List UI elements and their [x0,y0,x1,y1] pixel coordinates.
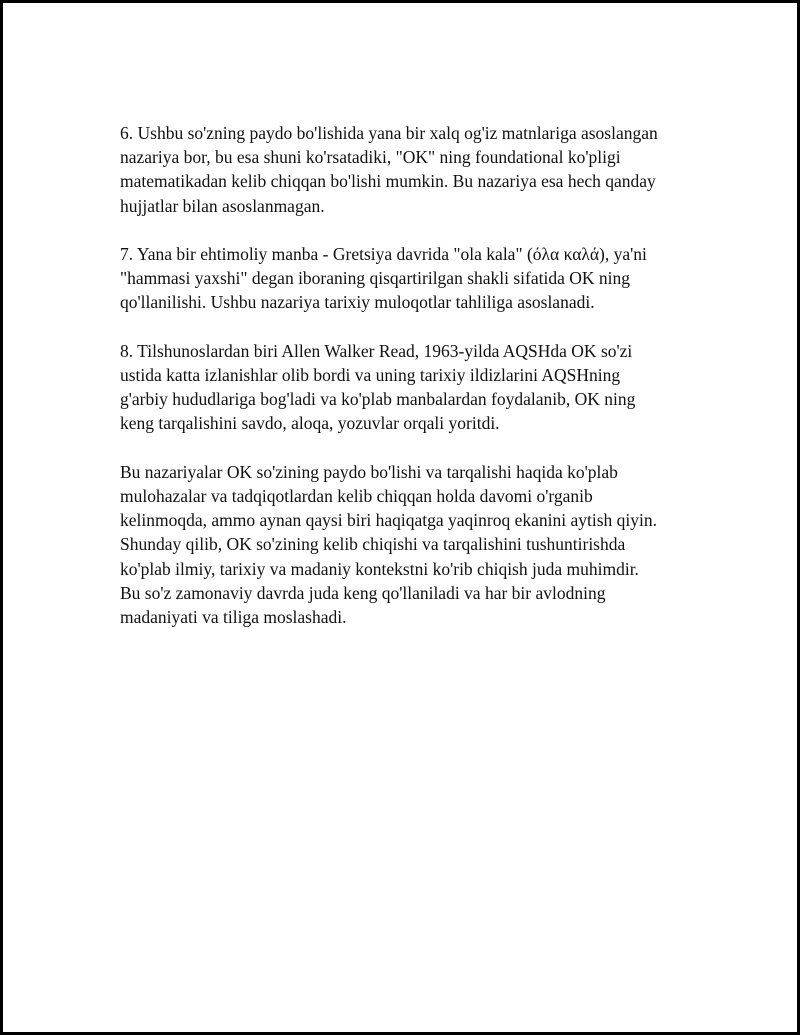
paragraph-8: 8. Tilshunoslardan biri Allen Walker Read, 1963-yilda AQSHda OK so'zi ustida katta izlanishlar olib bordi va uning tarixiy ildizlarini AQSHning g'arbiy hududlariga bog'ladi va ko'plab manbalardan foydalanib, OK ning keng tarqalishini savdo, aloqa, yozuvlar orqali yoritdi. [120,340,636,434]
conclusion-paragraph: Bu nazariyalar OK so'zining paydo bo'lishi va tarqalishi haqida ko'plab mulohazalar va tadqiqotlardan kelib chiqqan holda davomi o'rganib kelinmoqda, ammo aynan qaysi biri haqiqatga yaqinroq ekanini aytish qiyin. Shunday qilib, OK so'zining kelib chiqishi va tarqalishini tushuntirishda ko'plab ilmiy, tarixiy va madaniy kontekstni ko'rib chiqish juda muhimdir. Bu so'z zamonaviy davrda juda keng qo'llaniladi va har bir avlodning madaniyati va tiliga moslashadi. [120,461,658,628]
paragraph-7: 7. Yana bir ehtimoliy manba - Gretsiya davrida "ola kala" (όλα καλά), ya'ni "hammasi yaxshi" degan iboraning qisqartirilgan shakli sifatida OK ning qo'llanilishi. Ushbu nazariya tarixiy muloqotlar tahliliga asoslanadi. [120,244,647,313]
document-body [120,121,700,653]
paragraph-6: 6. Ushbu so'zning paydo bo'lishida yana bir xalq og'iz matnlariga asoslangan nazariya bor, bu esa shuni ko'rsatadiki, "OK" ning foundational ko'pligi matematikadan kelib chiqqan bo'lishi mumkin. Bu nazariya esa hech qanday hujjatlar bilan asoslanmagan. [120,123,658,216]
